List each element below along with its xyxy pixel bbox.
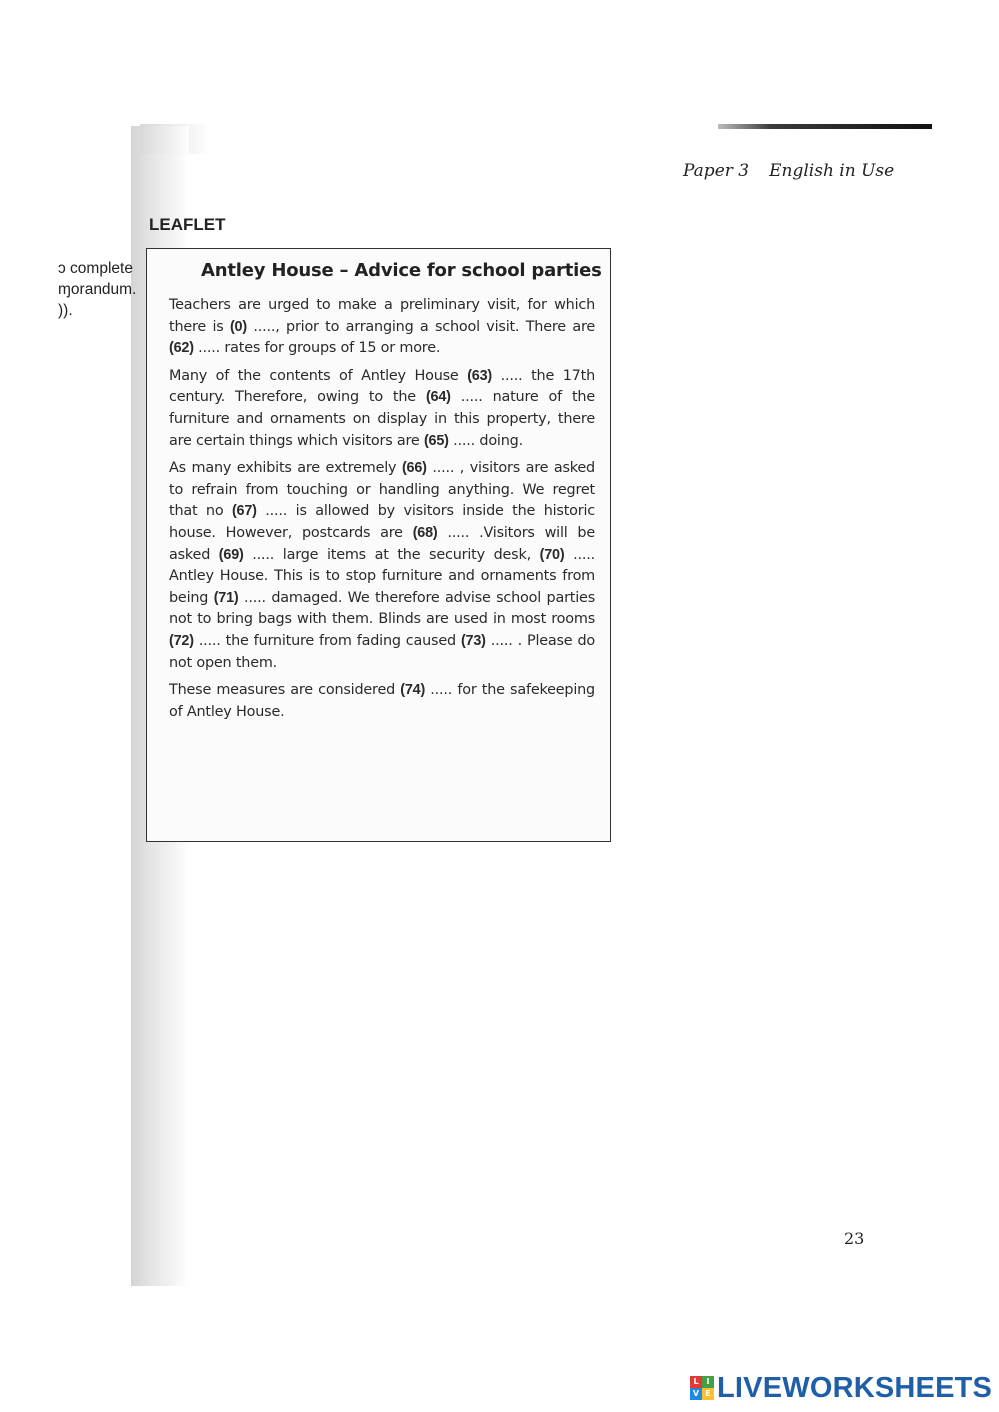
logo-letter: E xyxy=(702,1388,714,1400)
gap-number: (73) xyxy=(460,632,486,649)
fragment-line: )). xyxy=(58,302,73,319)
paragraph-text: Teachers are urged to make a preliminary visit, for which there is xyxy=(169,297,595,335)
paragraph-text: ..... , visitors are asked to refrain from touching or handling anything. We regret that no xyxy=(169,460,595,520)
running-head xyxy=(683,161,894,181)
leaflet-paragraph xyxy=(169,295,595,360)
section-label: LEAFLET xyxy=(149,215,226,234)
liveworksheets-logo-icon xyxy=(690,1376,714,1400)
paragraph-text: ..... nature of the furniture and ornaments on display in this property, there are certain things which visitors are xyxy=(169,389,595,449)
gap-number: (65) xyxy=(423,432,449,449)
gap-number: (74) xyxy=(400,682,426,699)
fragment-line: ɔ complete xyxy=(58,260,133,277)
gap-number: (70) xyxy=(539,546,565,563)
leaflet-paragraph xyxy=(169,366,595,452)
paragraph-text: ..... for the safekeeping of Antley House. xyxy=(169,682,595,720)
paragraph-text: ..... rates for groups of 15 or more. xyxy=(193,340,441,357)
logo-letter: V xyxy=(690,1388,702,1400)
header-rule xyxy=(718,124,932,129)
gap-number: (63) xyxy=(467,367,492,384)
paragraph-text: ..... . Please do not open them. xyxy=(169,632,595,671)
paragraph-text: ..... is allowed by visitors inside the historic house. However, postcards are xyxy=(169,503,595,541)
gap-number: (62) xyxy=(169,340,194,357)
gap-number: (66) xyxy=(401,460,427,477)
leaflet-box xyxy=(146,248,611,842)
logo-letter: L xyxy=(690,1376,702,1388)
previous-page-fragment xyxy=(58,258,140,321)
running-head-paper: Paper 3 xyxy=(683,161,750,181)
gap-number: (67) xyxy=(231,503,257,520)
gap-number: (71) xyxy=(213,589,239,606)
paragraph-text: ..... large items at the security desk, xyxy=(243,546,540,563)
leaflet-paragraph xyxy=(169,458,595,674)
gap-number: (72) xyxy=(169,632,194,649)
paragraph-text: ..... .Visitors will be asked xyxy=(169,524,595,563)
paragraph-text: As many exhibits are extremely xyxy=(169,460,402,477)
brand-name: LIVEWORKSHEETS xyxy=(717,1371,993,1404)
gap-number: (69) xyxy=(218,546,244,563)
paragraph-text: ..... the 17th century. Therefore, owing to the xyxy=(169,367,595,406)
paragraph-text: ..... damaged. We therefore advise school parties not to bring bags with them. Blinds are used in most rooms xyxy=(169,589,595,628)
paragraph-text: ..... doing. xyxy=(448,432,523,449)
logo-letter: I xyxy=(702,1376,714,1388)
paragraph-text: ..... Antley House. This is to stop furniture and ornaments from being xyxy=(169,546,595,606)
paragraph-text: ..... the furniture from fading caused xyxy=(193,632,461,649)
leaflet-paragraph xyxy=(169,680,595,723)
leaflet-body xyxy=(169,295,595,729)
paragraph-text: Many of the contents of Antley House xyxy=(169,367,468,384)
paragraph-text: These measures are considered xyxy=(169,682,401,699)
liveworksheets-brand[interactable] xyxy=(690,1373,992,1403)
paragraph-text: ....., prior to arranging a school visit. There are xyxy=(246,318,595,335)
running-head-subject: English in Use xyxy=(769,161,895,181)
gap-number: (64) xyxy=(425,389,451,406)
gap-number: (0) xyxy=(229,318,247,335)
leaflet-title: Antley House – Advice for school parties xyxy=(201,260,602,281)
gap-number: (68) xyxy=(412,524,438,541)
page-number: 23 xyxy=(844,1229,865,1248)
fragment-line: ɱorandum. xyxy=(58,281,137,298)
